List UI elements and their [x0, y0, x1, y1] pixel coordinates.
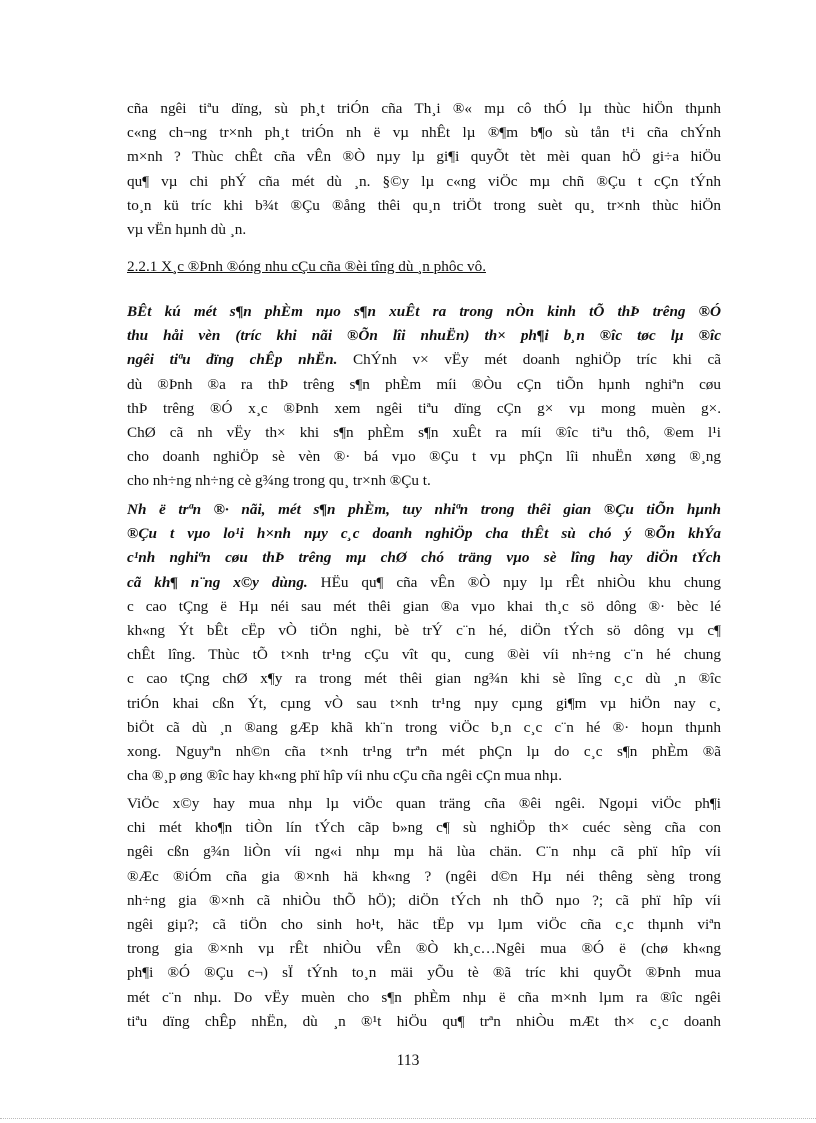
text-line: BÊt kú mét s¶n phÈm nµo s¶n xuÊt ra trong nÒn kinh tÕ thÞ trêng ®Ó	[127, 303, 721, 320]
text-line: kh«ng Ýt bÊt cËp vÒ tiÖn nghi, bè trÝ c¨n hé, diÖn tÝch sö dông vµ c¶	[127, 622, 721, 640]
text-line: thÞ trêng ®Ó x¸c ®Þnh xem ngêi tiªu dïng cÇn g× vµ mong muèn g×.	[127, 399, 721, 417]
text-line: c¹nh nghiªn cøu thÞ trêng mµ chØ chó träng vµo sè lîng hay diÖn tÝch	[127, 549, 721, 567]
page-number: 113	[396, 1052, 420, 1069]
text-line: ph¶i ®Ó ®Çu c¬) sÏ tÝnh to¸n mäi yÕu tè ®ã tríc khi quyÕt ®Þnh mua	[127, 964, 721, 982]
text-line: c cao tÇng chØ x¶y ra trong mét thêi gian ng¾n khi sè lîng c¸c dù ¸n ®îc	[127, 670, 721, 688]
text-line: Nh ë trªn ®· nãi, mét s¶n phÈm, tuy nhiªn trong thêi gian ®Çu tiÕn hµnh	[127, 501, 721, 518]
text-line: nh÷ng gia ®×nh cã nhiÒu thÕ hÖ); diÖn tÝch nh thÕ nµo ?; cã phï hîp víi	[127, 891, 721, 909]
text-line: trong gia ®×nh vµ rÊt nhiÒu vÊn ®Ò kh¸c…Ngêi mua ®Ó ë (chø kh«ng	[127, 940, 721, 958]
text-line: tiªu dïng chÊp nhËn, dù ¸n ®¹t hiÖu qu¶ trªn nhiÒu mÆt th× c¸c doanh	[127, 1012, 721, 1030]
text-line: dù ®Þnh ®a ra thÞ trêng s¶n phÈm míi ®Òu cÇn tiÕn hµnh nghiªn cøu	[127, 375, 721, 393]
text-line: ®Çu t vµo lo¹i h×nh nµy c¸c doanh nghiÖp cha thÊt sù chó ý ®Õn khÝa	[127, 525, 721, 543]
text-line: cha ®¸p øng ®îc hay kh«ng phï hîp víi nhu cÇu cña ngêi cÇn mua nhµ.	[127, 767, 563, 785]
text-line	[127, 571, 721, 595]
tail-text: ChÝnh v× vËy mét doanh nghiÖp tríc khi cã	[337, 351, 721, 369]
text-line: qu¶ vµ chi phÝ cña mét dù ¸n. §©y lµ c«ng viÖc mµ chñ ®Çu t cÇn tÝnh	[127, 172, 721, 190]
paragraph-2	[127, 300, 721, 494]
text-line: m×nh ? Thùc chÊt cña vÊn ®Ò nµy lµ gi¶i quyÕt tèt mèi quan hÖ gi÷a hiÖu	[127, 148, 721, 166]
text-line: ngêi cßn g¾n liÒn víi ng«i nhµ mµ hä lùa chän. C¨n nhµ cã phï hîp víi	[127, 843, 721, 861]
text-line: thu håi vèn (tríc khi nãi ®Õn lîi nhuËn) th× ph¶i b¸n ®îc tøc lµ ®îc	[127, 327, 721, 345]
text-line: ViÖc x©y hay mua nhµ lµ viÖc quan träng cña ®êi ngêi. Ngoµi viÖc ph¶i	[127, 795, 721, 812]
text-line: mét c¨n nhµ. Do vËy muèn cho s¶n phÈm nhµ ë cña m×nh lµm ra ®îc ngêi	[127, 988, 721, 1006]
text-line: cho nh÷ng nh÷ng cè g¾ng trong qu¸ tr×nh ®Çu t.	[127, 472, 431, 490]
paragraph-4	[127, 792, 721, 1034]
paragraph-1	[127, 97, 721, 242]
text-line: c«ng ch¬ng tr×nh ph¸t triÓn nh ë vµ nhÊt lµ ®¶m b¶o sù tån t¹i cña chÝnh	[127, 124, 721, 142]
text-line: vµ vËn hµnh dù ¸n.	[127, 221, 247, 239]
text-line: ®Æc ®iÓm cña gia ®×nh hä kh«ng ? (ngêi d©n Hµ néi thêng sèng trong	[127, 867, 721, 885]
text-line: biÖt cã dù ¸n ®ang gÆp khã kh¨n trong viÖc b¸n c¸c c¨n hé ®· hoµn thµnh	[127, 718, 721, 736]
paragraph-3	[127, 498, 721, 788]
text-line	[127, 348, 721, 372]
text-line: ngêi giµ?; cã tiÖn cho sinh ho¹t, häc tËp vµ lµm viÖc cña c¸c thµnh viªn	[127, 916, 721, 934]
text-line: triÓn khai cßn Ýt, cµng vÒ sau t×nh tr¹ng nµy cµng gi¶m vµ hiÖn nay c¸	[127, 694, 721, 712]
tail-text: HËu qu¶ cña vÊn ®Ò nµy lµ rÊt nhiÒu khu chung	[307, 573, 721, 591]
text-line: ChØ cã nh vËy th× khi s¶n phÈm s¶n xuÊt ra míi ®îc tiªu thô, ®em l¹i	[127, 424, 721, 442]
emphasis-text: ngêi tiªu dïng chÊp nhËn.	[127, 351, 338, 369]
emphasis-text: cã kh¶ n¨ng x©y dùng.	[127, 573, 308, 591]
text-line: c cao tÇng ë Hµ néi sau mét thêi gian ®a vµo khai th¸c sö dông ®· bèc lé	[127, 597, 721, 615]
text-line: chi mét kho¶n tiÒn lín tÝch cãp b»ng c¶ sù nghiÖp th× cuéc sèng cña con	[127, 819, 721, 837]
text-line: to¸n kü tríc khi b¾t ®Çu ®ång thêi qu¸n triÖt trong suèt qu¸ tr×nh thùc hiÖn	[127, 196, 721, 214]
text-line: cña ngêi tiªu dïng, sù ph¸t triÓn cña Th¸i ®« mµ cô thÓ lµ thùc hiÖn thµnh	[127, 100, 721, 117]
text-line: xong. Nguyªn nh©n cña t×nh tr¹ng trªn mét phÇn lµ do c¸c s¶n phÈm ®ã	[127, 743, 721, 761]
section-heading: 2.2.1 X¸c ®Þnh ®óng nhu cÇu cña ®èi tîng dù ¸n phôc vô.	[127, 258, 486, 275]
text-line: cho doanh nghiÖp sè vèn ®· bá vµo ®Çu t vµ phÇn lîi nhuËn xøng ®¸ng	[127, 448, 721, 466]
text-line: chÊt lîng. Thùc tÕ t×nh tr¹ng cÇu vît qu¸ cung ®èi víi nh÷ng c¨n hé chung	[127, 646, 721, 664]
page-bottom-rule	[0, 1118, 816, 1119]
